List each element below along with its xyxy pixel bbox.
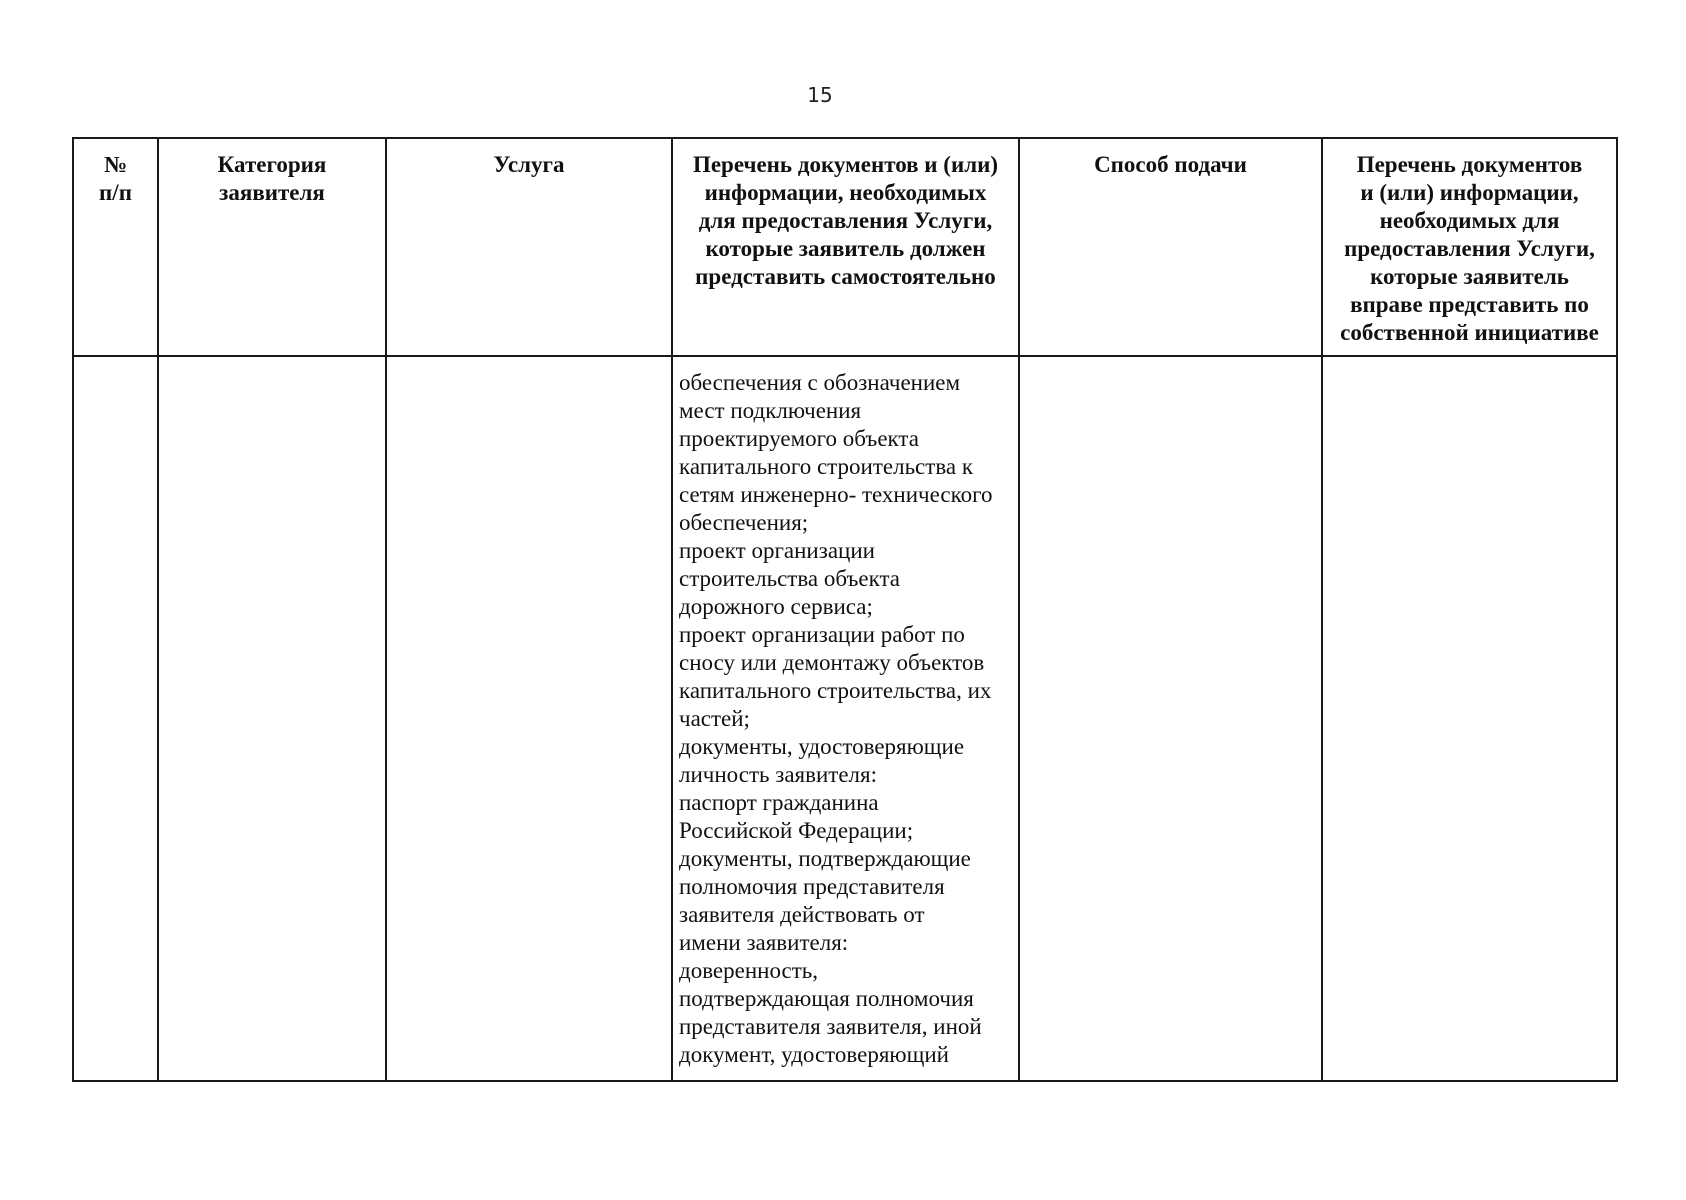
cell-required-documents: обеспечения с обозначением мест подключения проектируемого объекта капитального строительства к сетям инженерно- технического обеспечения; проект организации строительства объекта дорожного сервиса; проект организации работ по сносу или демонтажу объектов капитального строительства, их частей; документы, удостоверяющие личность заявителя: паспорт гражданина Российской Федерации; документы, подтверждающие полномочия представителя заявителя действовать от имени заявителя: доверенность, подтверждающая полномочия представителя заявителя, иной документ, удостоверяющий bbox=[672, 356, 1019, 1081]
services-table bbox=[72, 137, 1618, 1082]
page-number: 15 bbox=[807, 83, 833, 107]
header-number: № п/п bbox=[73, 138, 158, 356]
header-service: Услуга bbox=[386, 138, 672, 356]
table-row bbox=[73, 356, 1617, 1081]
cell-service bbox=[386, 356, 672, 1081]
header-optional-documents: Перечень документов и (или) информации, необходимых для предоставления Услуги, которые заявитель вправе представить по собственной инициативе bbox=[1322, 138, 1617, 356]
header-submission-method: Способ подачи bbox=[1019, 138, 1322, 356]
cell-number bbox=[73, 356, 158, 1081]
header-applicant-category: Категория заявителя bbox=[158, 138, 386, 356]
header-required-documents: Перечень документов и (или) информации, необходимых для предоставления Услуги, которые заявитель должен представить самостоятельно bbox=[672, 138, 1019, 356]
cell-submission-method bbox=[1019, 356, 1322, 1081]
cell-applicant-category bbox=[158, 356, 386, 1081]
table-header-row bbox=[73, 138, 1617, 356]
cell-optional-documents bbox=[1322, 356, 1617, 1081]
